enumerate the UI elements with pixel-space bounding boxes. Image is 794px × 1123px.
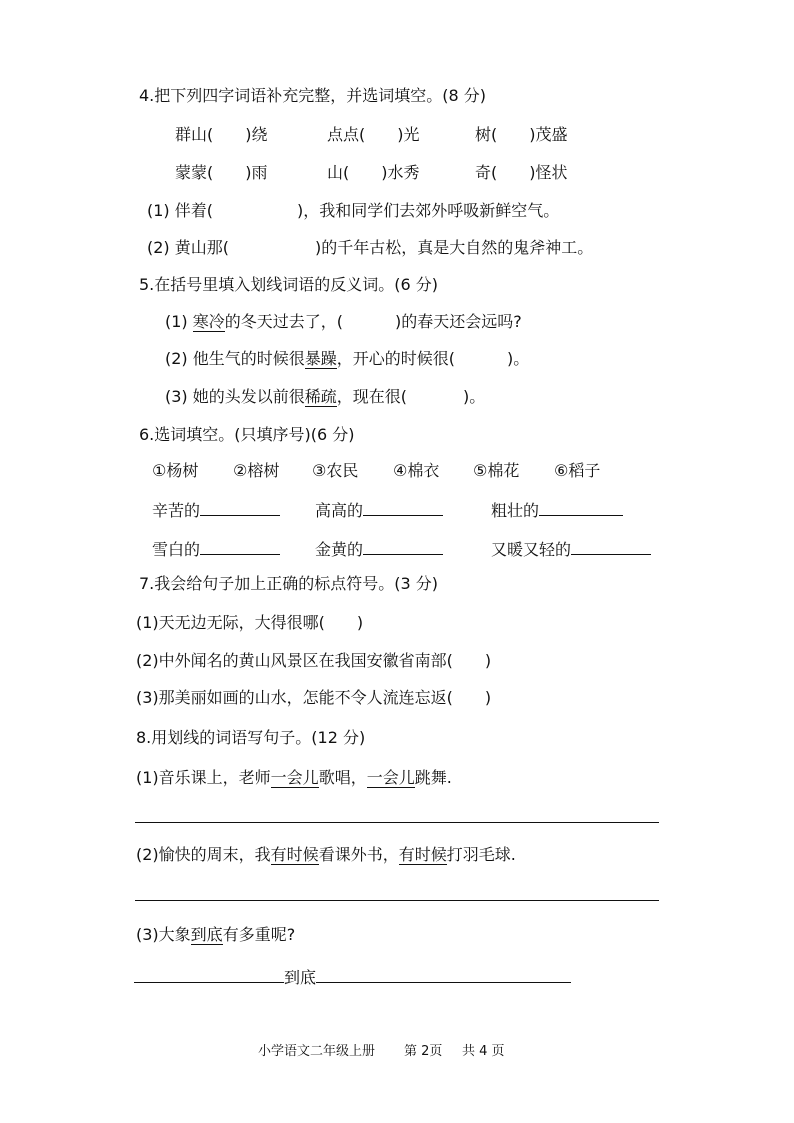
footer-book-title: 小学语文二年级上册: [258, 1044, 376, 1059]
q6-option-4: ④棉衣: [393, 461, 440, 480]
q6-fill-6: [491, 538, 651, 560]
q6-option-5: ⑤棉花: [473, 461, 520, 480]
q4-s1-suffix: )，我和同学们去郊外呼吸新鲜空气。: [297, 201, 560, 220]
q4-s1-prefix: (1) 伴着(: [147, 201, 213, 220]
q5-s2-suffix: )。: [507, 349, 530, 368]
q6-fill-1-label: 辛苦的: [152, 501, 201, 520]
q5-s3-prefix: (3) 她的头发以前很: [165, 387, 305, 406]
q7-title: 7.我会给句子加上正确的标点符号。(3 分): [139, 574, 439, 593]
q8-s2-part-c: 打羽毛球.: [446, 845, 516, 864]
q6-fill-4-label: 雪白的: [152, 540, 201, 559]
q6-fill-2: [315, 499, 443, 521]
q6-fill-3-label: 粗壮的: [491, 501, 540, 520]
q4-sentence-1: [147, 201, 559, 221]
q6-fill-4-blank[interactable]: [200, 538, 280, 555]
q8-s1-part-b: 歌唱，: [318, 768, 367, 787]
q5-s1-underlined-word: 寒冷: [192, 312, 225, 331]
q6-fill-5-blank[interactable]: [363, 538, 443, 555]
q5-s3-suffix: )。: [463, 387, 486, 406]
q4-s2-suffix: )的千年古松，真是大自然的鬼斧神工。: [315, 238, 594, 257]
q6-fill-4: [152, 538, 280, 560]
q5-s1-suffix: )的春天还会远吗?: [395, 312, 522, 331]
footer-total-pages: 共 4 页: [462, 1044, 505, 1059]
q5-s3-underlined-word: 稀疏: [304, 387, 337, 406]
q6-option-6: ⑥稻子: [554, 461, 601, 480]
q8-s1-underlined-1: 一会儿: [270, 768, 319, 787]
q6-title: 6.选词填空。(只填序号)(6 分): [139, 425, 355, 444]
q6-option-2: ②榕树: [233, 461, 280, 480]
q8-s3-part-a: (3)大象: [136, 925, 191, 944]
q5-s2-underlined-word: 暴躁: [304, 349, 337, 368]
q8-s3-fill-blank-1[interactable]: [134, 966, 284, 983]
q6-option-3: ③农民: [312, 461, 359, 480]
q8-s3-underlined: 到底: [190, 925, 223, 944]
footer-page-number: 第 2页: [404, 1044, 443, 1059]
q8-sentence-3: [136, 925, 295, 945]
q6-fill-5-label: 金黄的: [315, 540, 364, 559]
q6-fill-2-blank[interactable]: [363, 499, 443, 516]
q4-idiom-1: 群山( )绕: [175, 125, 268, 144]
q8-s3-fill-row: [134, 966, 571, 988]
q4-s2-prefix: (2) 黄山那(: [147, 238, 229, 257]
q6-option-1: ①杨树: [152, 461, 199, 480]
q5-title: 5.在括号里填入划线词语的反义词。(6 分): [139, 275, 439, 294]
q5-s2-mid: ，开心的时候很(: [336, 349, 456, 368]
q7-sentence-1: (1)天无边无际，大得很哪( ): [136, 613, 364, 632]
q8-s1-part-c: 跳舞.: [414, 768, 452, 787]
q8-s3-fill-word: 到底: [284, 968, 317, 987]
q5-s1-prefix: (1): [165, 312, 193, 331]
q8-s2-part-a: (2)愉快的周末，我: [136, 845, 271, 864]
q8-answer-line-1[interactable]: [135, 822, 659, 823]
q7-sentence-2: (2)中外闻名的黄山风景区在我国安徽省南部( ): [136, 651, 492, 670]
q6-fill-2-label: 高高的: [315, 501, 364, 520]
q6-fill-3-blank[interactable]: [539, 499, 623, 516]
q8-s3-part-b: 有多重呢?: [222, 925, 296, 944]
q8-s1-underlined-2: 一会儿: [366, 768, 415, 787]
q6-fill-1-blank[interactable]: [200, 499, 280, 516]
q4-idiom-3: 树( )茂盛: [475, 125, 568, 144]
q6-fill-3: [491, 499, 623, 521]
q5-s3-mid: ，现在很(: [336, 387, 408, 406]
q6-fill-1: [152, 499, 280, 521]
q4-idiom-5: 山( )水秀: [327, 163, 420, 182]
q8-s2-part-b: 看课外书，: [318, 845, 399, 864]
q8-s2-underlined-2: 有时候: [398, 845, 447, 864]
q4-idiom-6: 奇( )怪状: [475, 163, 568, 182]
q5-s1-mid: 的冬天过去了，(: [224, 312, 344, 331]
q8-s3-fill-blank-2[interactable]: [316, 966, 571, 983]
q5-sentence-1: [165, 312, 522, 332]
q6-fill-6-label: 又暖又轻的: [491, 540, 572, 559]
q5-s2-prefix: (2) 他生气的时候很: [165, 349, 305, 368]
q6-fill-6-blank[interactable]: [571, 538, 651, 555]
q8-sentence-2: [136, 845, 516, 865]
q8-answer-line-2[interactable]: [135, 900, 659, 901]
q7-sentence-3: (3)那美丽如画的山水，怎能不令人流连忘返( ): [136, 688, 492, 707]
q4-title: 4.把下列四字词语补充完整，并选词填空。(8 分): [139, 86, 487, 105]
q8-s2-underlined-1: 有时候: [270, 845, 319, 864]
q4-idiom-4: 蒙蒙( )雨: [175, 163, 268, 182]
q8-sentence-1: [136, 768, 452, 788]
q4-idiom-2: 点点( )光: [327, 125, 420, 144]
q4-sentence-2: [147, 238, 593, 258]
q5-sentence-3: [165, 387, 485, 407]
q6-fill-5: [315, 538, 443, 560]
q8-s1-part-a: (1)音乐课上，老师: [136, 768, 271, 787]
q5-sentence-2: [165, 349, 529, 369]
q8-title: 8.用划线的词语写句子。(12 分): [136, 728, 366, 747]
